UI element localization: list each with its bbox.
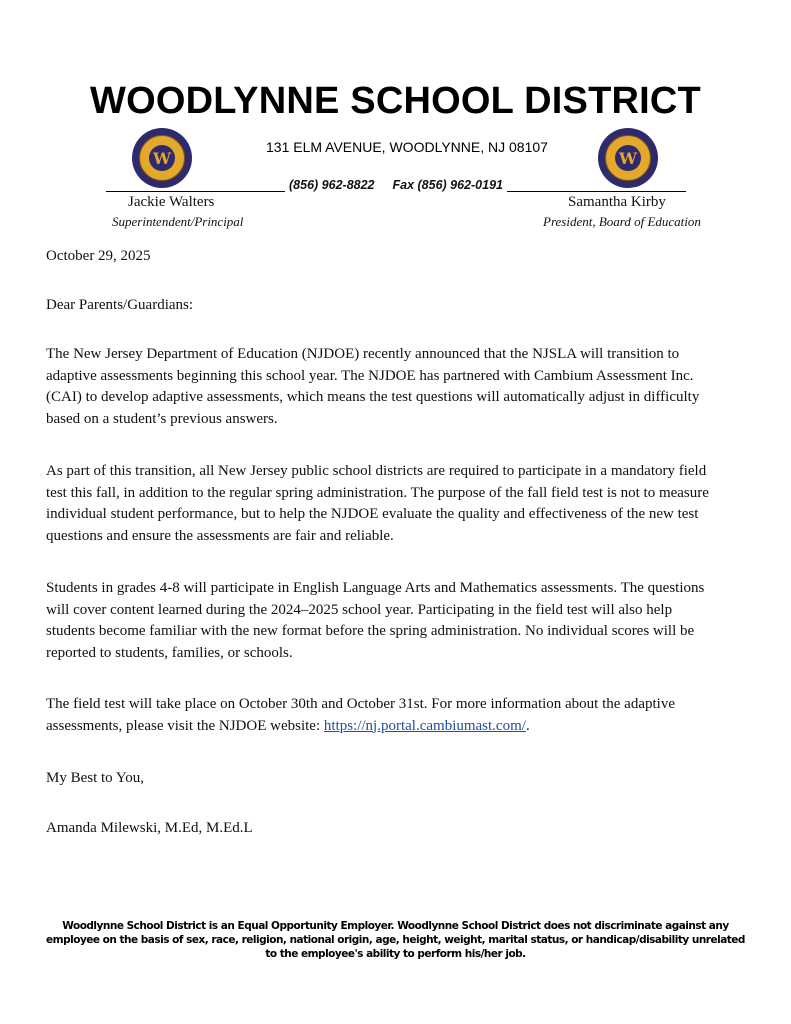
fax-number: Fax (856) 962-0191 xyxy=(392,178,503,192)
letter-date: October 29, 2025 xyxy=(46,248,151,264)
divider xyxy=(106,179,285,192)
paragraph-1: The New Jersey Department of Education (NJDOE) recently announced that the NJSLA will transition to adaptive assessments beginning this school year. The NJDOE has partnered with Cambium Assessment Inc. (CAI) to develop adaptive assessments, which means the test questions will automatically adjust in difficulty based on a student’s previous answers. xyxy=(46,346,700,427)
equal-opportunity-footer: Woodlynne School District is an Equal Opportunity Employer. Woodlynne School District does not discriminate against any employee on the basis of sex, race, religion, national origin, age, height, weight, marital status, or handicap/disability unrelated to the employee's ability to perform his/her job. xyxy=(46,920,745,960)
superintendent-title: Superintendent/Principal xyxy=(112,214,244,229)
district-seal-right-icon: W xyxy=(598,128,658,188)
paragraph-4: The field test will take place on October 30th and October 31st. For more information about the adaptive assessments, please visit the NJDOE website: https://nj.portal.cambiumast.com/. xyxy=(46,696,675,734)
district-seal-left-icon: W xyxy=(132,128,192,188)
superintendent-name: Jackie Walters xyxy=(128,194,215,210)
phone-number: (856) 962-8822 xyxy=(289,178,375,192)
board-president-name: Samantha Kirby xyxy=(568,194,666,210)
paragraph-3: Students in grades 4-8 will participate in English Language Arts and Mathematics assessments. The questions will cover content learned during the 2024–2025 school year. Participating in the field test will also help students become familiar with the new format before the spring administration. No individual scores will be reported to students, families, or schools. xyxy=(46,580,705,661)
paragraph-2: As part of this transition, all New Jersey public school districts are required to participate in a mandatory field test this fall, in addition to the regular spring administration. The purpose of the fall field test is not to measure individual student performance, but to help the NJDOE evaluate the quality and effectiveness of the new test questions and ensure the assessments are fair and reliable. xyxy=(46,463,709,544)
district-title: WOODLYNNE SCHOOL DISTRICT xyxy=(90,80,701,122)
salutation: Dear Parents/Guardians: xyxy=(46,297,194,313)
district-address: 131 ELM AVENUE, WOODLYNNE, NJ 08107 xyxy=(266,139,548,155)
board-president-title: President, Board of Education xyxy=(543,214,701,229)
closing: My Best to You, xyxy=(46,770,144,786)
contact-line xyxy=(106,178,686,192)
divider xyxy=(507,179,686,192)
signature: Amanda Milewski, M.Ed, M.Ed.L xyxy=(46,820,253,836)
njdoe-portal-link[interactable]: https://nj.portal.cambiumast.com/ xyxy=(323,717,526,734)
